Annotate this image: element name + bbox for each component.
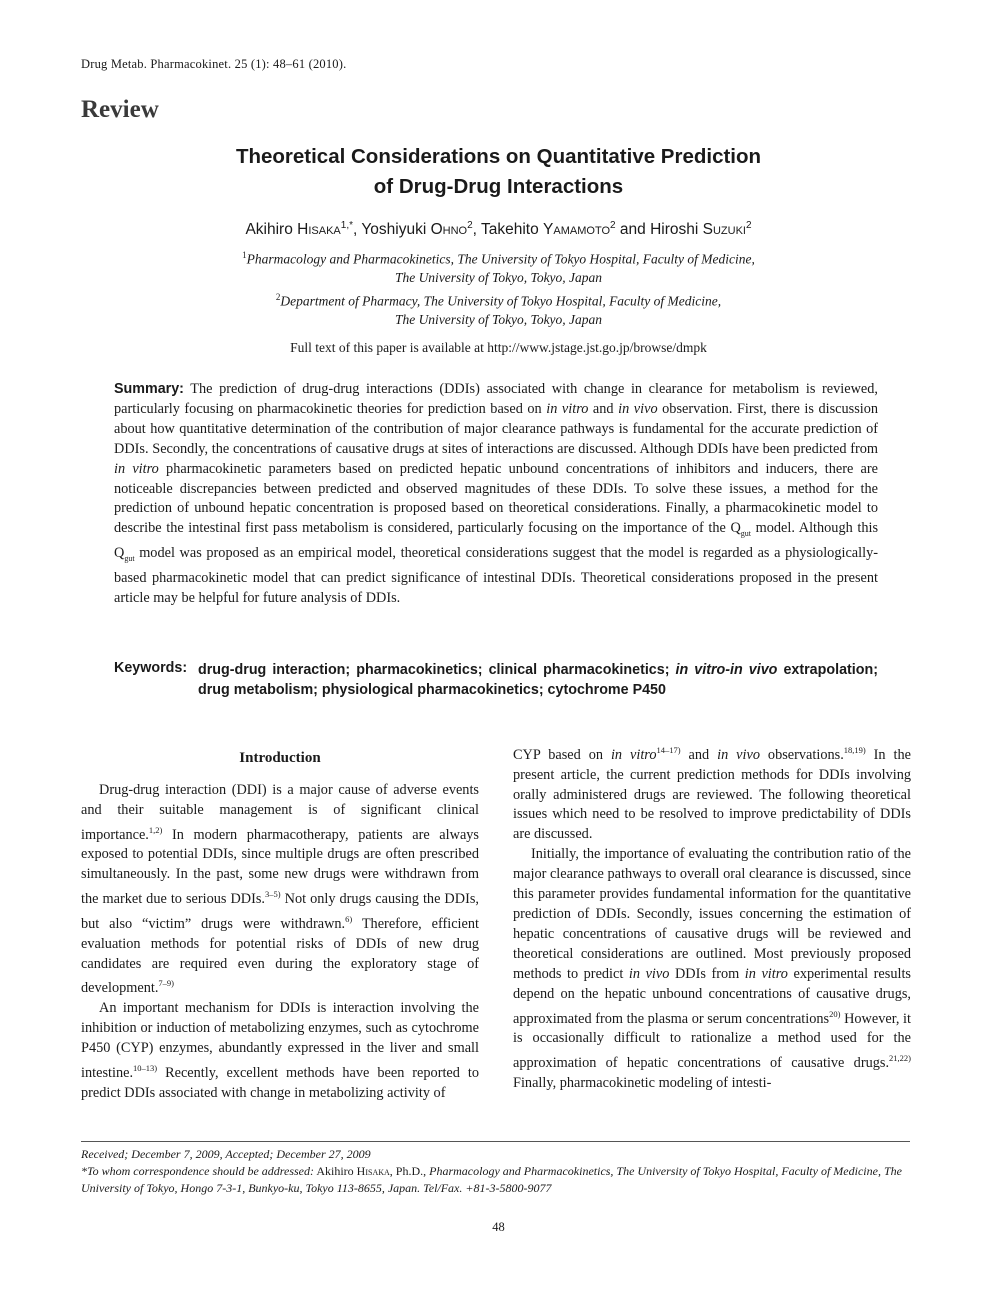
affiliation-2-city: The University of Tokyo, Tokyo, Japan — [394, 311, 603, 327]
keywords-label: Keywords: — [114, 660, 188, 676]
author-4: Hiroshi Suzuki$^2$ — [650, 220, 752, 239]
summary-label: Summary: — [114, 381, 184, 397]
title-line-1: Theoretical Considerations on Quantitative Prediction — [235, 145, 762, 168]
journal-reference: Drug Metab. Pharmacokinet. 25 (1): 48–61 (2010). — [81, 57, 347, 71]
paper-title — [0, 142, 997, 202]
footnotes — [81, 1146, 910, 1197]
introduction-heading: Introduction — [239, 750, 321, 766]
intro-paragraph-2-cont: CYP based on in vitro$^{14-17)}$ and in vivo observations.$^{18,19)}$ In the present article, the current prediction methods for DDIs involving orally administered drugs are reviewed. The following theoretical issues which need to be resolved to improve predictability of DDIs are discussed. — [513, 745, 911, 843]
author-1: Akihiro Hisaka$^{1,*}$ — [245, 220, 353, 239]
correspondence: *To whom correspondence should be addressed: Akihiro Hisaka, Ph.D., Pharmacology and Pharmacokinetics, The University of Tokyo Hospital, Faculty of Medicine, The University of Tokyo, Hongo 7-3-1, Bunkyo-ku, Tokyo 113-8655, Japan. Tel/Fax. +81-3-5800-9077 — [81, 1164, 902, 1195]
keywords-list: drug-drug interaction; pharmacokinetics; clinical pharmacokinetics; in vitro-in vivo extrapolation; drug metabolism; physiological pharmacokinetics; cytochrome P450 — [198, 662, 878, 698]
intro-paragraph-1: Drug-drug interaction (DDI) is a major cause of adverse events and their suitable management is of significant clinical importance.$^{1,2)}$ In modern pharmacotherapy, patients are always exposed to potential DDIs, since multiple drugs are often prescribed simultaneously. In the past, some new drugs were withdrawn from the market due to serious DDIs.$^{3-5)}$ Not only drugs causing the DDIs, but also “victim” drugs were withdrawn.$^{6)}$ Therefore, efficient evaluation methods for potential risks of DDIs of new drug candidates are required even during the exploratory stage of development.$^{7-9)}$ — [81, 782, 479, 997]
affiliations — [0, 246, 997, 329]
received-dates: Received; December 7, 2009, Accepted; December 27, 2009 — [81, 1147, 371, 1161]
author-3: Takehito Yamamoto$^2$ — [481, 220, 616, 239]
right-column — [513, 741, 911, 1094]
page-number: 48 — [492, 1220, 505, 1234]
left-column — [81, 781, 479, 1103]
title-line-2: of Drug-Drug Interactions — [373, 175, 624, 198]
section-label: Review — [81, 96, 159, 123]
intro-paragraph-3: Initially, the importance of evaluating the contribution ratio of the major clearance pathways to overall oral clearance is discussed, since this parameter provides fundamental information for the quantitative prediction of DDIs. Secondly, issues concerning the estimation of hepatic concentrations of causative drugs will be reviewed and theoretical considerations are outlined. Most previously proposed methods to predict in vivo DDIs from in vitro experimental results depend on the hepatic unbound concentrations of causative drugs, approximated from the plasma or serum concentrations$^{20)}$ However, it is occasionally difficult to rationalize a method used for the approximation of hepatic concentrations of causative drugs.$^{21,22)}$ Finally, pharmacokinetic modeling of intesti- — [513, 846, 911, 1091]
author-2: Yoshiyuki Ohno$^2$ — [361, 220, 473, 239]
footnote-divider — [81, 1141, 910, 1142]
summary-abstract: Summary: The prediction of drug-drug interactions (DDIs) associated with change in clearance for metabolism is reviewed, particularly focusing on pharmacokinetic theories for prediction based on in vitro and in vivo observation. First, there is discussion about how quantitative determination of the contribution of major clearance pathways is fundamental for the accurate prediction of DDIs. Secondly, the concentrations of causative drugs at sites of interactions are discussed. Although DDIs have been predicted from in vitro pharmacokinetic parameters based on predicted hepatic unbound concentrations of inhibitors and inducers, there are noticeable discrepancies between predicted and observed magnitudes of these DDIs. To solve these issues, a method for the prediction of unbound hepatic concentration is proposed based on theoretical considerations. Finally, a pharmacokinetic model to describe the intestinal first pass metabolism is considered, particularly focusing on the importance of the $Q_{gut}$ model. Although this $Q_{gut}$ model was proposed as an empirical model, theoretical considerations suggest that the model is regarded as a physiologically-based pharmacokinetic model that can predict significance of intestinal DDIs. Theoretical considerations proposed in the present article may be helpful for future analysis of DDIs. — [114, 381, 879, 606]
affiliation-1-city: The University of Tokyo, Tokyo, Japan — [394, 270, 603, 285]
affiliation-1: $^1$Pharmacology and Pharmacokinetics, The University of Tokyo Hospital, Faculty of Medicine, — [242, 250, 755, 267]
full-text-link[interactable]: Full text of this paper is available at http://www.jstage.jst.go.jp/browse/dmpk — [290, 340, 707, 355]
affiliation-2: $^2$Department of Pharmacy, The University of Tokyo Hospital, Faculty of Medicine, — [275, 291, 722, 308]
intro-paragraph-2: An important mechanism for DDIs is interaction involving the inhibition or induction of metabolizing enzymes, such as cytochrome P450 (CYP) enzymes, abundantly expressed in the liver and small intestine.$^{10-13)}$ Recently, excellent methods have been reported to predict DDIs associated with change in metabolizing activity of — [81, 1000, 479, 1101]
author-list: Akihiro Hisaka$^{1,*}$, Yoshiyuki Ohno$^2$, Takehito Yamamoto$^2$ and Hiroshi Suzuki$^2$ — [245, 220, 752, 239]
